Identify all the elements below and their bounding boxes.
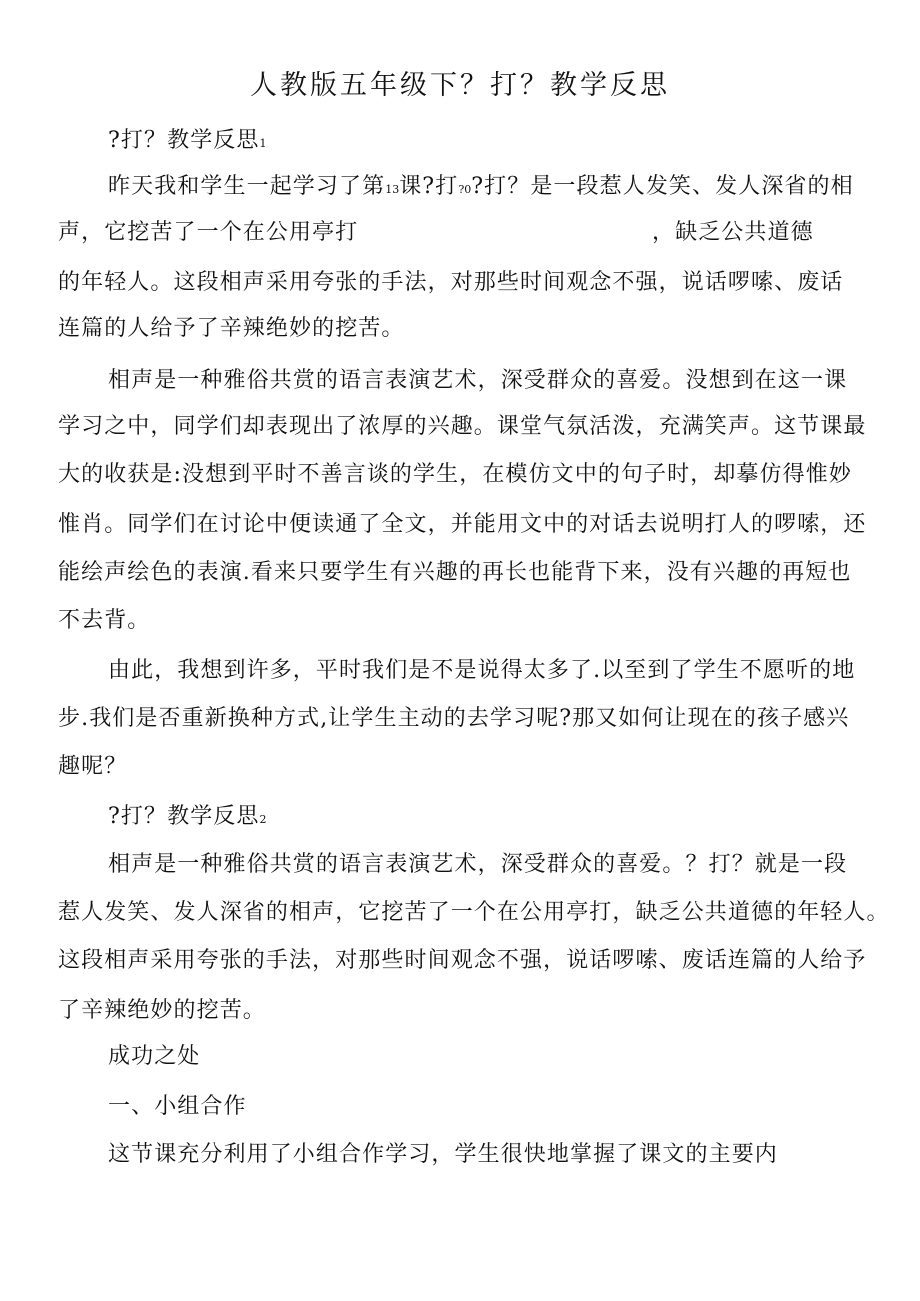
section-heading-number: 1	[259, 137, 267, 150]
paragraph-line: 学习之中，同学们却表现出了浓厚的兴趣。课堂气氛活泼，充满笑声。这节课最	[58, 414, 867, 439]
footnote-mark: ?0	[458, 183, 472, 196]
paragraph-line-fragment	[652, 216, 814, 250]
paragraph-line: 相声是一种雅俗共赏的语言表演艺术，深受群众的喜爱。？打？就是一段	[108, 852, 848, 877]
paragraph-line: 趣呢？	[58, 754, 128, 779]
paragraph-line: 这段相声采用夸张的手法，对那些时间观念不强，说话啰嗦、废话连篇的人给予	[58, 948, 867, 973]
text-run: ?打？是一段惹人发笑、发人深省的相	[471, 174, 854, 199]
paragraph-line: 惹人发笑、发人深省的相声，它挖苦了一个在公用亭打，缺乏公共道德的年轻人。	[58, 900, 890, 925]
section-heading-2	[108, 800, 267, 837]
paragraph-line: 相声是一种雅俗共赏的语言表演艺术，深受群众的喜爱。没想到在这一课	[108, 368, 848, 393]
section-heading-1	[108, 124, 267, 161]
paragraph-line: 的年轻人。这段相声采用夸张的手法，对那些时间观念不强，说话啰嗦、废话	[58, 270, 844, 295]
paragraph-line: 这节课充分利用了小组合作学习，学生很快地掌握了课文的主要内	[108, 1142, 778, 1167]
section-heading-text: ?打？教学反思	[108, 128, 260, 153]
paragraph-line	[58, 216, 358, 250]
paragraph-line: 不去背。	[58, 608, 151, 633]
subheading-group-work: 一、小组合作	[108, 1094, 247, 1119]
paragraph-line: 了辛辣绝妙的挖苦。	[58, 998, 266, 1023]
section-heading-number: 2	[259, 813, 267, 826]
paragraph-line: 步.我们是否重新换种方式,让学生主动的去学习呢?那又如何让现在的孩子感兴	[58, 706, 850, 731]
lesson-number: 13	[385, 183, 400, 196]
subheading-success: 成功之处	[108, 1044, 201, 1069]
text-run: 昨天我和学生一起学习了第	[108, 174, 386, 199]
text-run: ，缺乏公共道德	[652, 220, 814, 245]
text-run: 课?打	[399, 174, 459, 199]
section-heading-text: ?打？教学反思	[108, 804, 260, 829]
paragraph-line: 惟肖。同学们在讨论中便读通了全文，并能用文中的对话去说明打人的啰嗦，还	[58, 512, 867, 537]
paragraph-line: 能绘声绘色的表演.看来只要学生有兴趣的再长也能背下来，没有兴趣的再短也	[58, 560, 852, 585]
paragraph-line	[108, 170, 854, 207]
paragraph-line: 连篇的人给予了辛辣绝妙的挖苦。	[58, 316, 405, 341]
paragraph-line: 由此，我想到许多，平时我们是不是说得太多了.以至到了学生不愿听的地	[108, 658, 856, 683]
text-run: 声，它挖苦了一个在公用亭打	[58, 220, 359, 245]
paragraph-line: 大的收获是:没想到平时不善言谈的学生，在模仿文中的句子时，却摹仿得惟妙	[58, 462, 852, 487]
page-title: 人教版五年级下？打？教学反思	[250, 70, 670, 101]
